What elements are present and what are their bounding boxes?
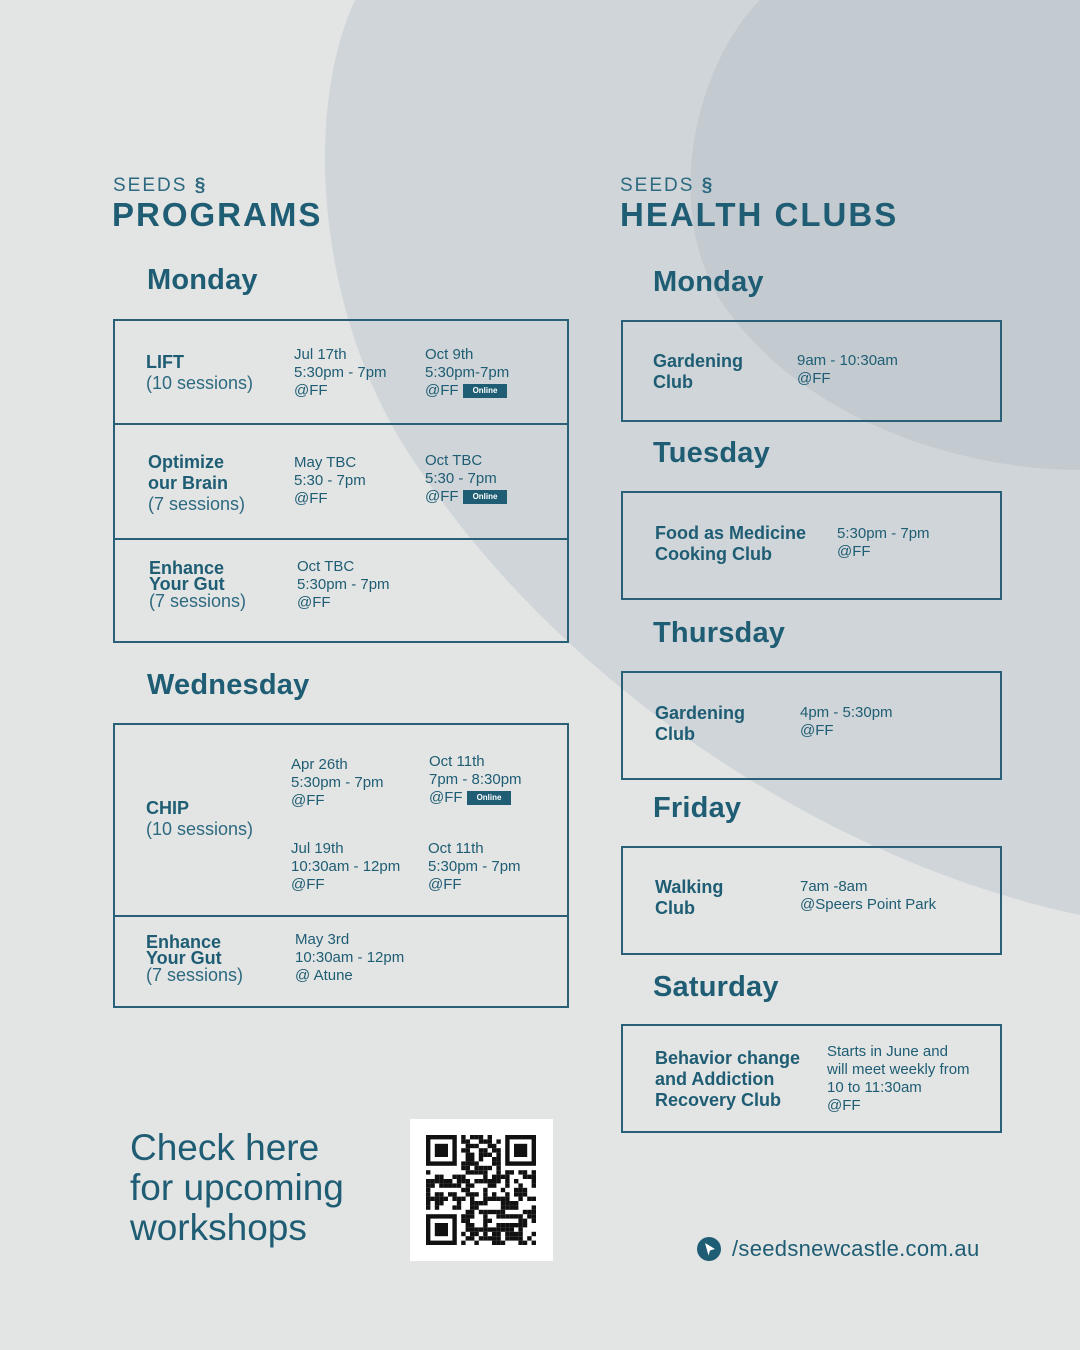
- club-info: Starts in June and will meet weekly from 10 to 11:30am @FF: [827, 1043, 970, 1114]
- club-info: 5:30pm - 7pm @FF: [837, 525, 930, 560]
- club-name: Walking Club: [655, 877, 724, 918]
- programs-title: PROGRAMS: [112, 196, 323, 233]
- program-name: Your Gut: [146, 948, 222, 968]
- program-row-chip: [146, 798, 253, 840]
- program-sessions: (7 sessions): [149, 591, 247, 611]
- programs-wednesday-heading: Wednesday: [147, 669, 310, 701]
- club-name: Gardening Club: [655, 703, 746, 744]
- program-name: Optimize: [148, 452, 225, 472]
- club-name: Behavior change and Addiction Recovery Club: [655, 1048, 801, 1110]
- program-row-lift: [146, 352, 253, 394]
- session-slot: Oct TBC 5:30pm - 7pm @FF: [297, 558, 390, 611]
- online-badge: Online: [467, 791, 512, 805]
- club-info: 9am - 10:30am @FF: [797, 352, 898, 387]
- program-name: Enhance: [146, 932, 222, 952]
- clubs-saturday-heading: Saturday: [653, 971, 779, 1003]
- program-name: CHIP: [146, 798, 190, 818]
- cursor-icon: [696, 1236, 722, 1262]
- program-sessions: (10 sessions): [146, 373, 254, 393]
- programs-monday-heading: Monday: [147, 264, 258, 296]
- website-link[interactable]: [696, 1236, 980, 1262]
- website-url: /seedsnewcastle.com.au: [732, 1236, 980, 1261]
- divider: [113, 423, 569, 425]
- clubs-thursday-heading: Thursday: [653, 617, 786, 649]
- online-badge: Online: [463, 490, 508, 504]
- program-name: our Brain: [148, 473, 229, 493]
- club-info: 4pm - 5:30pm @FF: [800, 704, 893, 739]
- qr-code-icon: [410, 1119, 553, 1261]
- program-name: Your Gut: [149, 574, 225, 594]
- session-slot: Apr 26th 5:30pm - 7pm @FF: [291, 756, 384, 809]
- programs-brand: SEEDS §: [113, 175, 208, 196]
- program-sessions: (7 sessions): [148, 494, 246, 514]
- divider: [113, 915, 569, 917]
- session-slot: Oct 11th 5:30pm - 7pm @FF: [428, 840, 521, 893]
- session-slot: Jul 19th 10:30am - 12pm @FF: [291, 840, 401, 893]
- clubs-friday-heading: Friday: [653, 792, 742, 824]
- session-slot: Jul 17th 5:30pm - 7pm @FF: [294, 346, 387, 399]
- session-slot: Oct 11th 7pm - 8:30pm @FF Online: [429, 753, 522, 806]
- club-name: Food as Medicine Cooking Club: [655, 523, 807, 564]
- program-row-enhance-gut: [149, 560, 246, 610]
- clubs-tuesday-heading: Tuesday: [653, 437, 770, 469]
- workshops-cta: Check here for upcoming workshops: [130, 1127, 344, 1248]
- club-name: Gardening Club: [653, 351, 744, 392]
- seeds-logo-icon: §: [194, 175, 208, 196]
- program-sessions: (7 sessions): [146, 965, 244, 985]
- seeds-logo-icon: §: [701, 175, 715, 196]
- program-name: Enhance: [149, 558, 225, 578]
- session-slot: Oct TBC 5:30 - 7pm @FF Online: [425, 452, 507, 506]
- session-slot: May 3rd 10:30am - 12pm @ Atune: [295, 931, 405, 984]
- session-slot: Oct 9th 5:30pm-7pm @FF Online: [425, 346, 510, 399]
- qr-code[interactable]: [410, 1119, 553, 1261]
- club-info: 7am -8am @Speers Point Park: [800, 878, 937, 913]
- clubs-monday-heading: Monday: [653, 266, 764, 298]
- divider: [113, 538, 569, 540]
- program-row-enhance-gut: [146, 934, 243, 984]
- session-slot: May TBC 5:30 - 7pm @FF: [294, 454, 366, 507]
- program-sessions: (10 sessions): [146, 819, 254, 839]
- program-name: LIFT: [146, 352, 184, 372]
- program-row-optimize-brain: [148, 452, 245, 515]
- clubs-brand: SEEDS §: [620, 175, 715, 196]
- online-badge: Online: [463, 384, 508, 398]
- clubs-title: HEALTH CLUBS: [620, 196, 899, 233]
